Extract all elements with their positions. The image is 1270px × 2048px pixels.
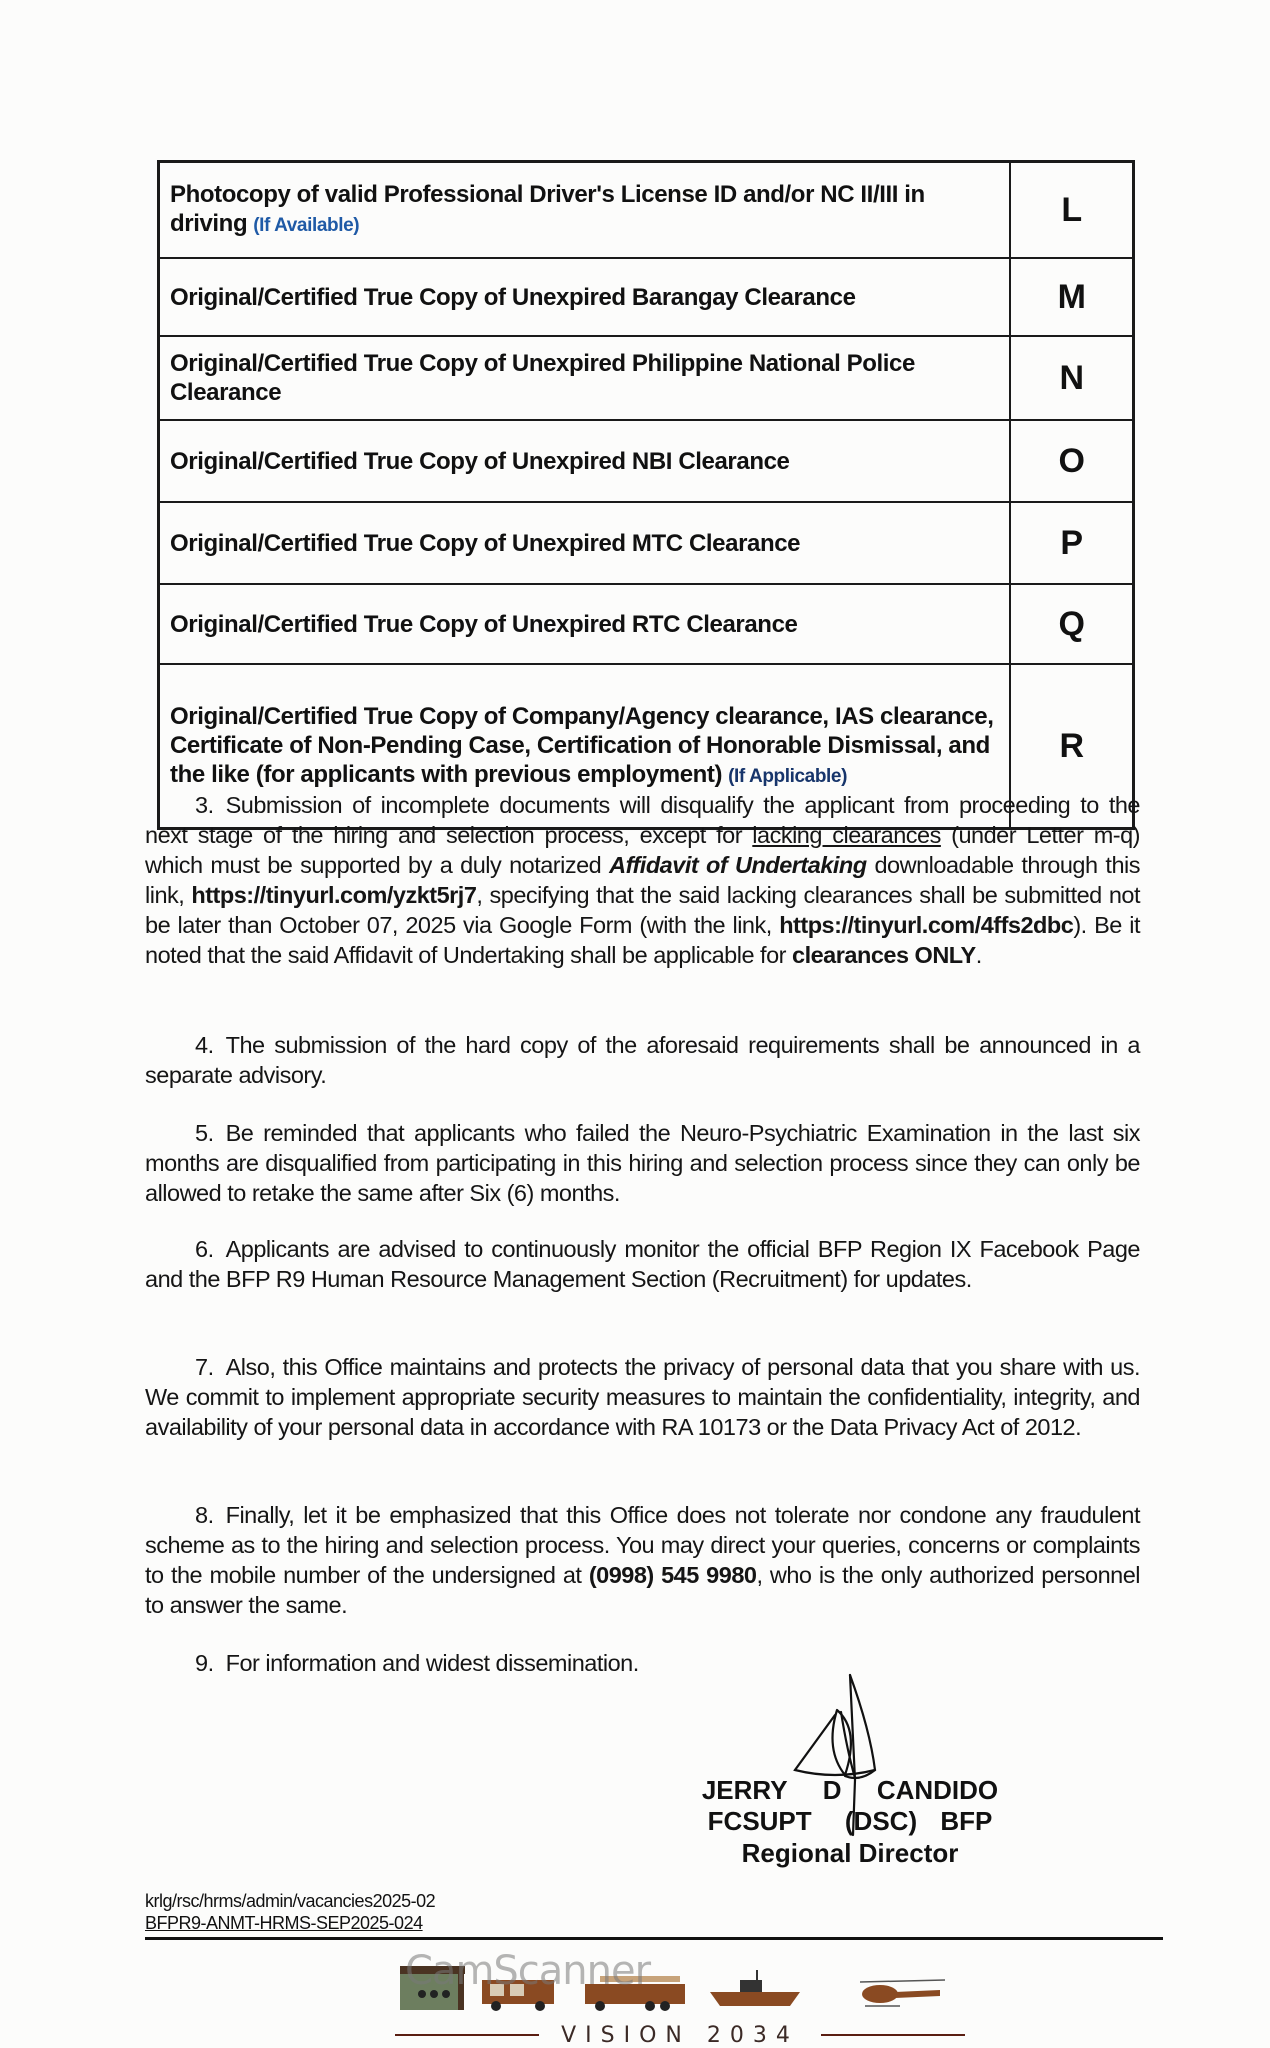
requirement-letter: R bbox=[1010, 664, 1133, 829]
requirement-description: Original/Certified True Copy of Unexpired Barangay Clearance bbox=[159, 258, 1011, 336]
paragraph-text: . bbox=[975, 942, 982, 968]
table-row bbox=[159, 584, 1134, 664]
paragraph-text: Submission of incomplete documents will disqualify the applicant from proceeding to the next stage of the hiring and selection process, except for bbox=[145, 792, 1140, 848]
affidavit-emphasis: Affidavit of Undertaking bbox=[609, 852, 867, 878]
paragraph-text: (under Letter m-q) which must be supported by a duly notarized bbox=[145, 822, 1141, 878]
paragraph-number: 6. bbox=[195, 1236, 214, 1262]
requirement-description: Original/Certified True Copy of Unexpired MTC Clearance bbox=[159, 502, 1011, 584]
requirement-letter: P bbox=[1010, 502, 1133, 584]
rank: FCSUPT bbox=[707, 1806, 812, 1836]
signatory-name bbox=[680, 1775, 1020, 1805]
signatory-rank bbox=[680, 1806, 1020, 1837]
vision-left-rule bbox=[395, 2034, 539, 2036]
reference-code: BFPR9-ANMT-HRMS-SEP2025-024 bbox=[145, 1913, 423, 1933]
requirement-description: Original/Certified True Copy of Unexpired RTC Clearance bbox=[159, 584, 1011, 664]
requirement-letter: O bbox=[1010, 420, 1133, 502]
vision-banner bbox=[395, 2022, 965, 2048]
paragraph-6 bbox=[145, 1234, 1140, 1294]
table-row bbox=[159, 258, 1134, 336]
paragraph-7 bbox=[145, 1352, 1140, 1442]
applicability-note: (If Applicable) bbox=[728, 765, 848, 787]
helicopter-icon bbox=[860, 1980, 945, 2006]
requirement-description bbox=[159, 162, 1011, 259]
requirement-description: Original/Certified True Copy of Unexpired Philippine National Police Clearance bbox=[159, 336, 1011, 420]
availability-note: (If Available) bbox=[253, 215, 360, 236]
paragraph-4 bbox=[145, 1030, 1140, 1090]
first-name: JERRY bbox=[701, 1775, 788, 1805]
table-row bbox=[159, 420, 1134, 502]
paragraph-number: 3. bbox=[195, 792, 214, 818]
signatory-role: Regional Director bbox=[741, 1838, 959, 1868]
paragraph-text: Applicants are advised to continuously monitor the official BFP Region IX Facebook Page and the BFP R9 Human Resource Management Section (Recruitment) for updates. bbox=[145, 1236, 1140, 1292]
scanner-watermark: CamScanner bbox=[405, 1948, 651, 1994]
designation: (DSC) bbox=[844, 1806, 918, 1836]
paragraph-5 bbox=[145, 1118, 1140, 1208]
footer-divider bbox=[145, 1937, 1163, 1940]
last-name: CANDIDO bbox=[876, 1775, 999, 1805]
affidavit-link[interactable]: https://tinyurl.com/yzkt5rj7 bbox=[191, 882, 477, 908]
paragraph-text: ). Be it noted that the said Affidavit of Undertaking shall be applicable for bbox=[145, 912, 1140, 968]
requirement-letter: Q bbox=[1010, 584, 1133, 664]
paragraph-9 bbox=[145, 1648, 1140, 1678]
paragraph-number: 8. bbox=[195, 1502, 214, 1528]
underlined-text: lacking clearances bbox=[752, 822, 941, 848]
paragraph-text: Finally, let it be emphasized that this Office does not tolerate nor condone any fraudulent scheme as to the hiring and selection process. You may direct your queries, concerns or complaints to the mobile number of the undersigned at bbox=[145, 1502, 1140, 1588]
middle-initial: D bbox=[822, 1775, 842, 1805]
fire-boat-icon bbox=[710, 1970, 800, 2006]
paragraph-text: downloadable through this link, bbox=[145, 852, 1140, 908]
paragraph-3 bbox=[145, 790, 1140, 970]
paragraph-text: , who is the only authorized personnel to answer the same. bbox=[145, 1562, 1140, 1618]
paragraph-text: Also, this Office maintains and protects the privacy of personal data that you share with us. We commit to implement appropriate security measures to maintain the confidentiality, integrity, and availability of your personal data in accordance with RA 10173 or the Data Privacy Act of 2012. bbox=[145, 1354, 1140, 1440]
vision-right-rule bbox=[821, 2034, 965, 2036]
document-reference bbox=[145, 1890, 435, 1934]
vision-label: VISION 2034 bbox=[561, 2022, 799, 2048]
paragraph-number: 9. bbox=[195, 1650, 214, 1676]
service: BFP bbox=[940, 1806, 993, 1836]
paragraph-text: The submission of the hard copy of the aforesaid requirements shall be announced in a separate advisory. bbox=[145, 1032, 1140, 1088]
paragraph-number: 7. bbox=[195, 1354, 214, 1380]
table-row bbox=[159, 502, 1134, 584]
paragraph-number: 5. bbox=[195, 1120, 214, 1146]
mobile-number: (0998) 545 9980 bbox=[588, 1562, 757, 1588]
table-row bbox=[159, 162, 1134, 259]
requirement-text: Photocopy of valid Professional Driver's License ID and/or NC II/III in driving bbox=[170, 181, 925, 237]
requirements-table bbox=[157, 160, 1135, 830]
requirement-letter: L bbox=[1010, 162, 1133, 259]
clearances-only-emphasis: clearances ONLY bbox=[792, 942, 976, 968]
requirement-description: Original/Certified True Copy of Unexpired NBI Clearance bbox=[159, 420, 1011, 502]
requirement-text: Original/Certified True Copy of Company/Agency clearance, IAS clearance, Certificate of Non-Pending Case, Certification of Honorable Dismissal, and the like (for applicants with previous employment) bbox=[170, 702, 994, 788]
table-row bbox=[159, 336, 1134, 420]
reference-path: krlg/rsc/hrms/admin/vacancies2025-02 bbox=[145, 1891, 436, 1911]
paragraph-text: , specifying that the said lacking clearances shall be submitted not be later than October 07, 2025 via Google Form (with the link, bbox=[145, 882, 1140, 938]
google-form-link[interactable]: https://tinyurl.com/4ffs2dbc bbox=[779, 912, 1074, 938]
requirement-letter: N bbox=[1010, 336, 1133, 420]
requirement-letter: M bbox=[1010, 258, 1133, 336]
paragraph-text: Be reminded that applicants who failed the Neuro-Psychiatric Examination in the last six months are disqualified from participating in this hiring and selection process since they can only be allowed to retake the same after Six (6) months. bbox=[145, 1120, 1140, 1206]
paragraph-number: 4. bbox=[195, 1032, 214, 1058]
paragraph-text: For information and widest dissemination. bbox=[225, 1650, 639, 1676]
paragraph-8 bbox=[145, 1500, 1140, 1620]
